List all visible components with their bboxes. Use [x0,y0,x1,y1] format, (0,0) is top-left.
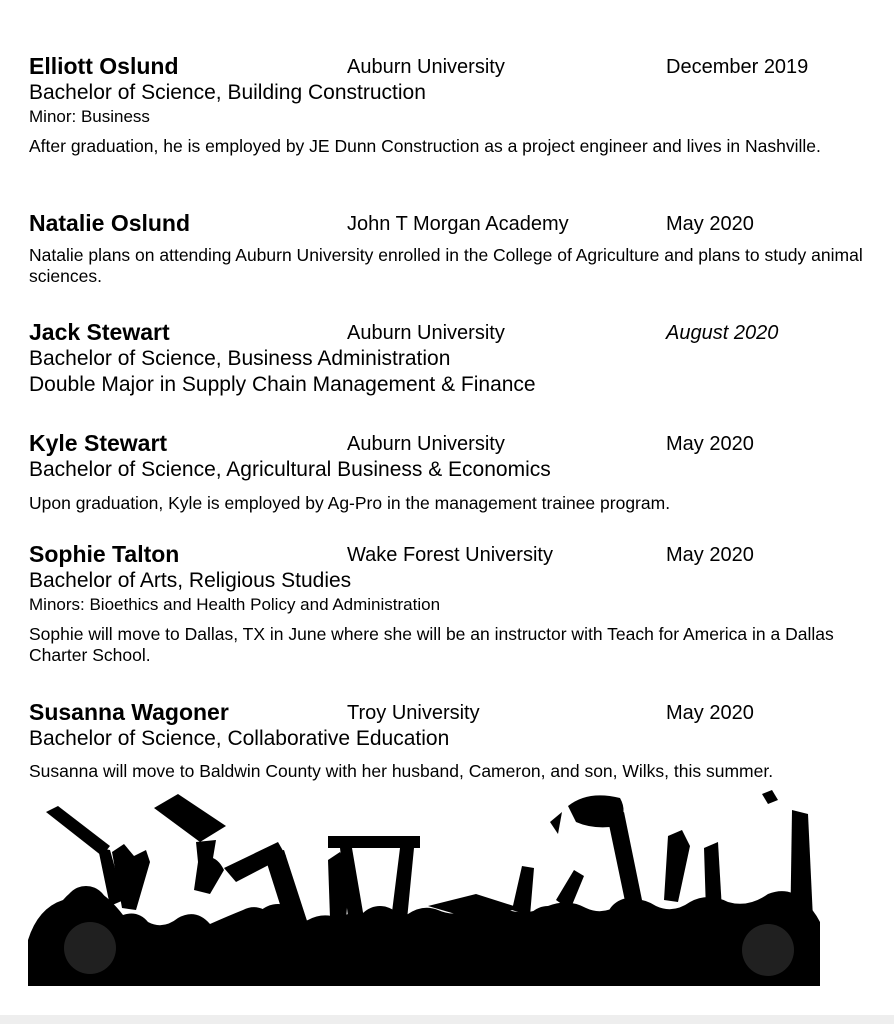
graduate-entry [29,209,869,287]
graduate-name: Kyle Stewart [29,430,168,456]
graduate-note: Susanna will move to Baldwin County with her husband, Cameron, and son, Wilks, this summer. [29,761,774,781]
graduate-degree: Bachelor of Science, Agricultural Business & Economics [29,458,551,481]
graduate-note: Sophie will move to Dallas, TX in June where she will be an instructor with Teach for America in a Dallas Charter School. [29,624,834,665]
graduation-date: May 2020 [666,702,754,724]
graduate-school: Auburn University [347,56,505,78]
graduate-minor: Minors: Bioethics and Health Policy and Administration [29,595,441,614]
graduate-school: John T Morgan Academy [347,213,569,235]
page-bottom-strip [0,1015,894,1024]
graduation-date: May 2020 [666,544,754,566]
graduate-degree: Bachelor of Science, Collaborative Education [29,727,450,750]
graduate-entry [29,318,869,398]
graduate-header-row [29,52,869,80]
graduation-date: May 2020 [666,213,754,235]
graduate-double-major: Double Major in Supply Chain Management & Finance [29,373,536,396]
graduate-note: After graduation, he is employed by JE Dunn Construction as a project engineer and lives in Nashville. [29,136,821,156]
graduate-school: Auburn University [347,433,505,455]
graduate-name: Susanna Wagoner [29,699,229,725]
graduate-note: Upon graduation, Kyle is employed by Ag-Pro in the management trainee program. [29,493,671,513]
graduate-degree: Bachelor of Science, Business Administration [29,347,451,370]
graduate-entry [29,52,869,157]
graduation-crowd-silhouette-icon [28,790,820,986]
graduate-degree: Bachelor of Science, Building Construction [29,81,426,104]
graduate-name: Natalie Oslund [29,210,191,236]
graduate-entry [29,540,869,666]
graduate-entry [29,429,869,514]
graduate-note: Natalie plans on attending Auburn University enrolled in the College of Agriculture and plans to study animal sciences. [29,245,863,286]
graduate-header-row [29,429,869,457]
graduate-header-row [29,540,869,568]
graduate-name: Sophie Talton [29,541,180,567]
graduate-school: Auburn University [347,322,505,344]
graduate-entry [29,698,869,782]
graduate-header-row [29,698,869,726]
graduate-name: Jack Stewart [29,319,170,345]
graduate-school: Troy University [347,702,480,724]
graduation-date: December 2019 [666,56,809,78]
graduate-school: Wake Forest University [347,544,553,566]
graduate-header-row [29,209,869,237]
graduate-minor: Minor: Business [29,107,150,126]
graduate-name: Elliott Oslund [29,53,179,79]
graduate-header-row [29,318,869,346]
graduation-date: May 2020 [666,433,754,455]
graduate-degree: Bachelor of Arts, Religious Studies [29,569,352,592]
graduation-date: August 2020 [666,322,779,344]
